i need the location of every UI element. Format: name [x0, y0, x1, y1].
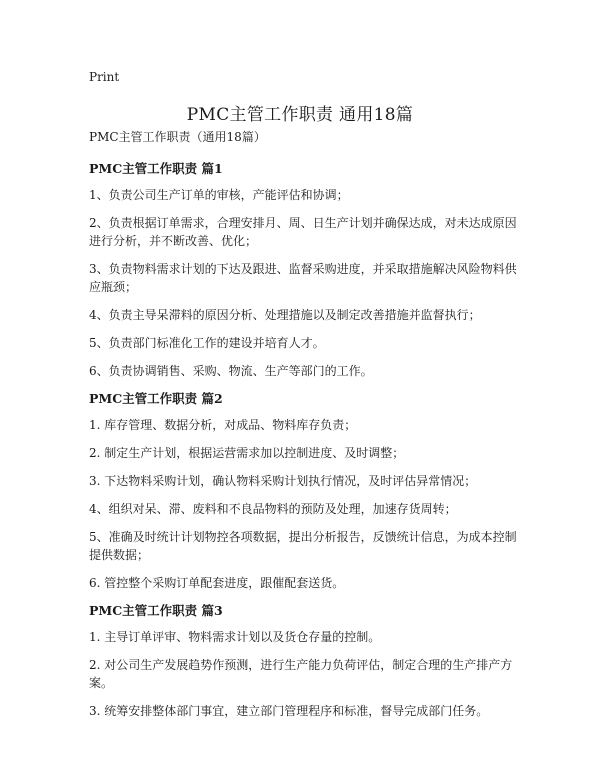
page-title: PMC主管工作职责 通用18篇 [186, 105, 414, 125]
list-item: 2、负责根据订单需求，合理安排月、周、日生产计划并确保达成，对未达成原因进行分析，并不断改善、优化； [89, 216, 517, 248]
list-item: 3、负责物料需求计划的下达及跟进、监督采购进度，并采取措施解决风险物料供应瓶颈； [89, 262, 517, 294]
list-item: 4、负责主导呆滞料的原因分析、处理措施以及制定改善措施并监督执行； [89, 308, 481, 322]
list-item: 6、负责协调销售、采购、物流、生产等部门的工作。 [89, 364, 373, 378]
print-link[interactable]: Print [89, 70, 120, 84]
section-3 [89, 602, 524, 720]
section-heading: PMC主管工作职责 篇2 [89, 391, 223, 406]
section-heading: PMC主管工作职责 篇1 [89, 161, 223, 176]
list-item: 3. 统筹安排整体部门事宜，建立部门管理程序和标准，督导完成部门任务。 [89, 704, 489, 718]
list-item: 6. 管控整个采购订单配套进度，跟催配套送货。 [89, 576, 345, 590]
list-item: 2. 对公司生产发展趋势作预测，进行生产能力负荷评估，制定合理的生产排产方案。 [89, 658, 513, 690]
list-item: 5、负责部门标准化工作的建设并培育人才。 [89, 336, 325, 350]
section-1 [89, 160, 524, 380]
section-heading: PMC主管工作职责 篇3 [89, 603, 223, 618]
document-body [89, 128, 524, 730]
section-2 [89, 390, 524, 592]
list-item: 4、组织对呆、滞、废料和不良品物料的预防及处理，加速存货周转； [89, 502, 457, 516]
list-item: 1. 主导订单评审、物料需求计划以及货仓存量的控制。 [89, 630, 381, 644]
list-item: 5、准确及时统计计划物控各项数据，提出分析报告，反馈统计信息，为成本控制提供数据； [89, 530, 517, 562]
document-subtitle: PMC主管工作职责（通用18篇） [89, 130, 266, 144]
list-item: 2. 制定生产计划，根据运营需求加以控制进度、及时调整； [89, 446, 405, 460]
list-item: 1. 库存管理、数据分析，对成品、物料库存负责； [89, 418, 357, 432]
list-item: 3. 下达物料采购计划，确认物料采购计划执行情况，及时评估异常情况； [89, 474, 477, 488]
list-item: 1、负责公司生产订单的审核，产能评估和协调； [89, 188, 349, 202]
